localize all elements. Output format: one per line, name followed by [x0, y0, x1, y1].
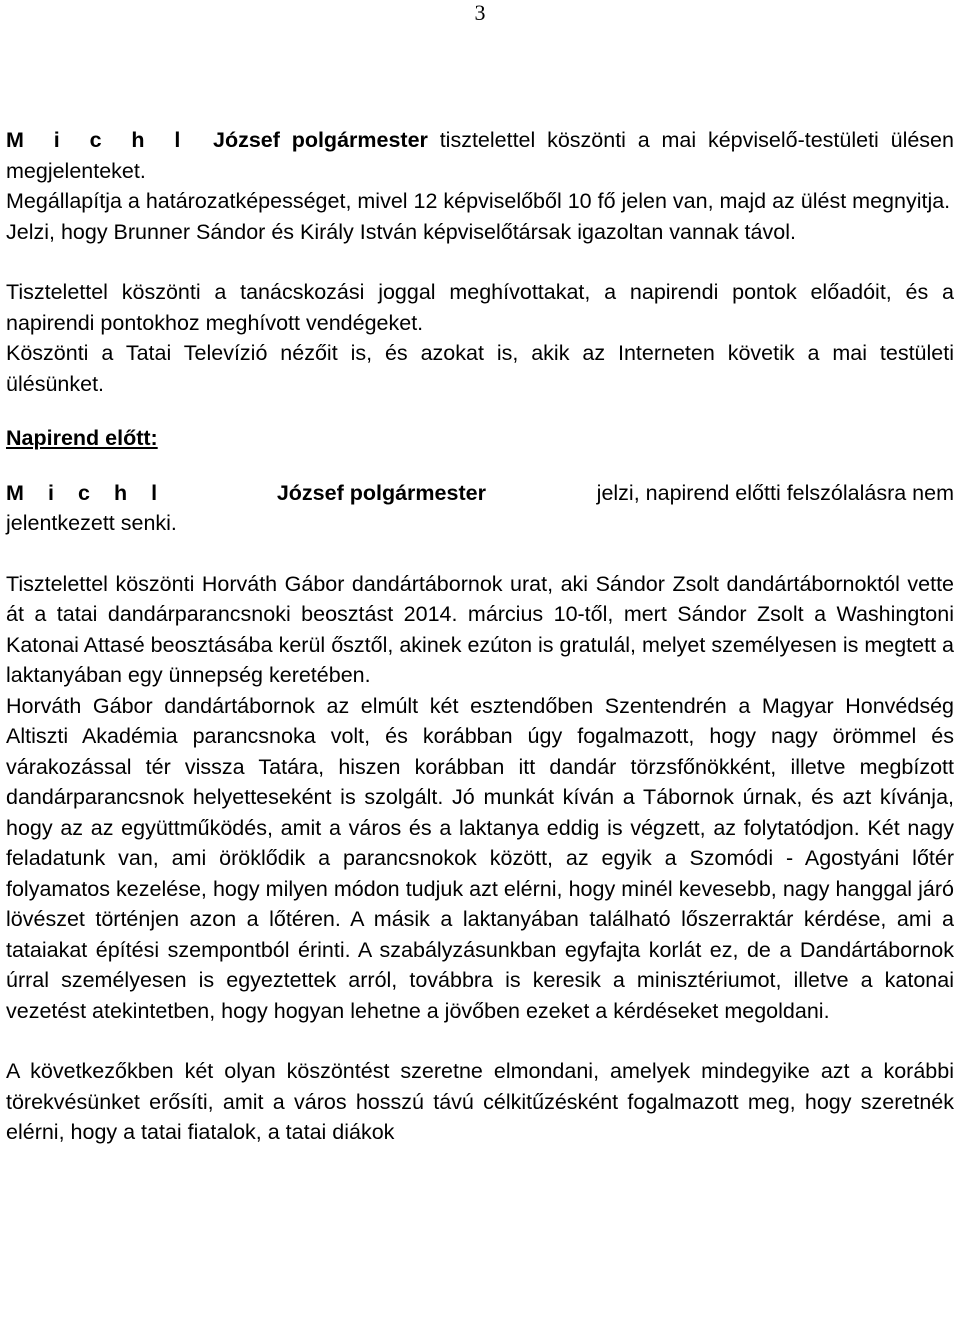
paragraph-opening	[6, 125, 954, 186]
speaker-title: József polgármester	[276, 480, 486, 505]
paragraph-text: tisztelettel köszönti a mai képviselő-testületi ülésen megjelenteket.	[6, 128, 954, 183]
page-number: 3	[474, 0, 486, 25]
paragraph-absent: Jelzi, hogy Brunner Sándor és Király István képviselőtársak igazoltan vannak távol.	[6, 219, 796, 244]
speaker-name: M i c h l	[6, 480, 167, 505]
paragraph-text-continued: jelentkezett senki.	[6, 511, 177, 535]
paragraph-no-speakers	[6, 478, 954, 539]
paragraph-greetings-intro: A következőkben két olyan köszöntést szeretne elmondani, amelyek mindegyike azt a korábbi törekvésünket erősíti, amit a város hosszú távú célkitűzésként fogalmazott meg, hogy szeretnék elérni, hogy a tatai fiatalok, a tatai diákok	[6, 1059, 954, 1144]
paragraph-horvath-welcome: Tisztelettel köszönti Horváth Gábor dandártábornok urat, aki Sándor Zsolt dandártábornoktól vette át a tatai dandárparancsnoki beosztást 2014. március 10-től, mert Sándor Zsolt a Washingtoni Katonai Attasé beosztásába kerül ősztől, akinek ezúton is gratulál, melyet személyesen is megtett a laktanyában egy ünnepség keretében.	[6, 571, 954, 687]
paragraph-tv: Köszönti a Tatai Televízió nézőit is, és azokat is, akik az Interneten követik a mai testületi ülésünket.	[6, 341, 954, 396]
speaker-line	[6, 478, 954, 509]
paragraph-horvath-career: Horváth Gábor dandártábornok az elmúlt két esztendőben Szentendrén a Magyar Honvédség Altiszti Akadémia parancsnoka volt, és korábban úgy fogalmazott, hogy nagy örömmel és várakozással tér vissza Tatára, hiszen korábban itt dandár törzsfőnökként, illetve megbízott dandárparancsnok helyetteseként is szolgált. Jó munkát kíván a Tábornok úrnak, és azt kívánja, hogy az az együttműködés, amit a város és a laktanya eddig is végzett, az folytatódjon. Két nagy feladatunk van, ami öröklődik a parancsnokok között, az egyik a Szomódi - Agostyáni lőtér folyamatos kezelése, hogy milyen módon tudjuk azt elérni, hogy minél kevesebb, nagy hanggal járó lövészet történjen azon a lőtéren. A másik a laktanyában található lőszerraktár kérdése, ami a tataiakat építési szempontból érinti. A szabályzásunkban egyfajta korlát ez, de a Dandártábornok úrral személyesen is egyeztettek arról, továbbra is keresik a minisztériumot, illetve a katonai vezetést atekintetben, hogy hogyan lehetne a jövőben ezeket a kérdéseket megoldani.	[6, 693, 954, 1023]
paragraph-text: jelzi, napirend előtti felszólalásra nem	[596, 480, 954, 505]
speaker-name: M i c h l	[6, 128, 190, 152]
section-heading: Napirend előtt:	[6, 426, 158, 450]
paragraph-greeting: Tisztelettel köszönti a tanácskozási joggal meghívottakat, a napirendi pontok előadóit, és a napirendi pontokhoz meghívott vendégeket.	[6, 280, 954, 335]
paragraph-quorum: Megállapítja a határozatképességet, mivel 12 képviselőből 10 fő jelen van, majd az ülést megnyitja.	[6, 189, 951, 213]
speaker-title: József polgármester	[212, 128, 428, 152]
document-body	[6, 125, 954, 1148]
